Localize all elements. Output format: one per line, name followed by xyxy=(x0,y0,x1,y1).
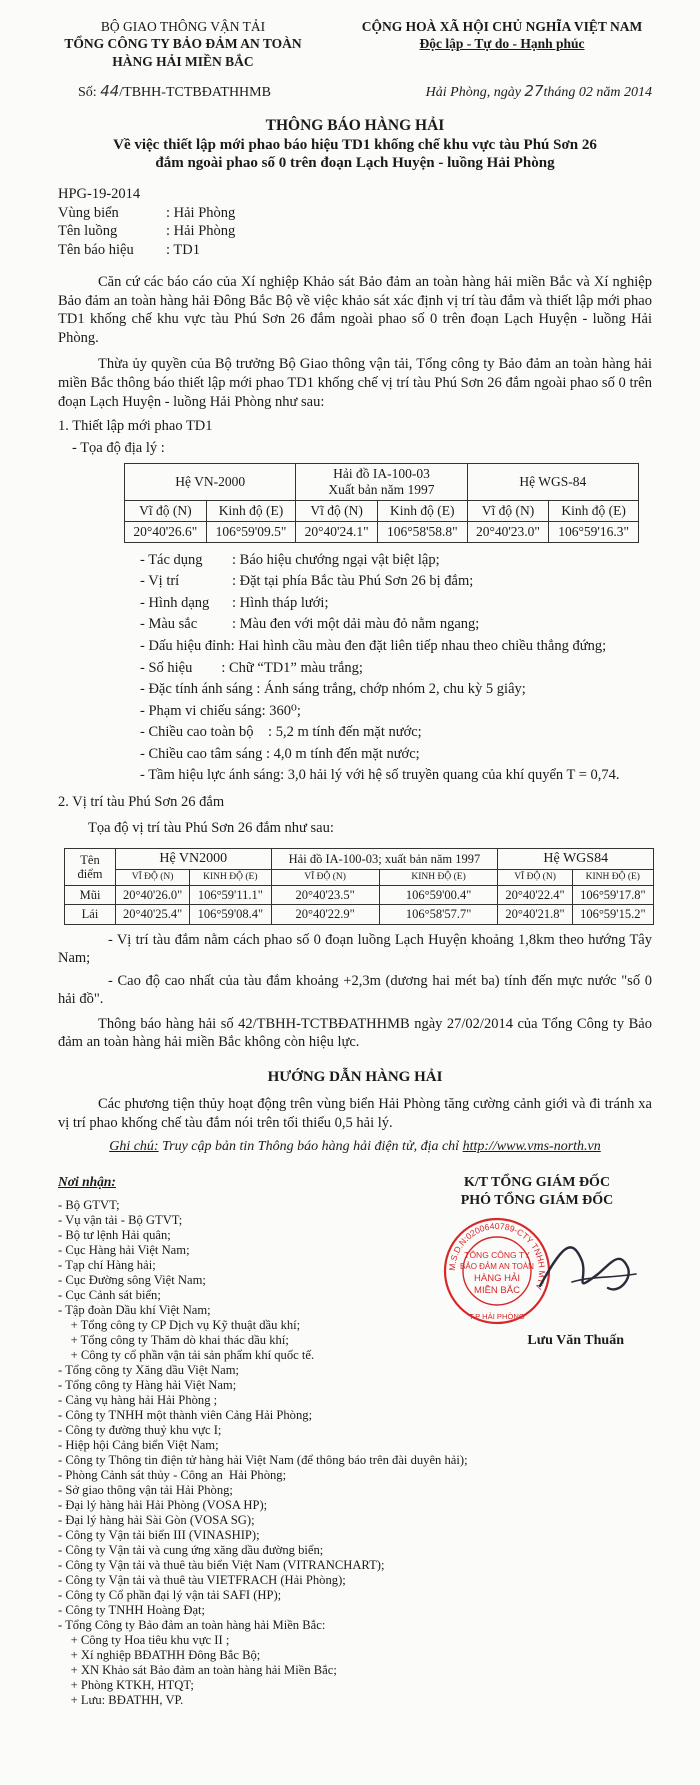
wreck-note-distance: - Vị trí tàu đắm nằm cách phao số 0 đoạn luồng Lạch Huyện khoảng 1,8km theo hướng Tây Nam; xyxy=(58,931,652,967)
chart-header-line2: Xuất bản năm 1997 xyxy=(328,482,435,498)
recipient-item: - Công ty Thông tin điện tử hàng hải Việt Nam (để thông báo trên đài duyên hải); xyxy=(58,1452,468,1467)
lon-header: KINH ĐỘ (E) xyxy=(379,870,498,886)
recipient-item: - Tổng công ty Hàng hải Việt Nam; xyxy=(58,1378,237,1393)
table-header-chart xyxy=(296,464,467,501)
handwritten-signature-icon xyxy=(540,1247,629,1289)
lat-header: VĨ ĐỘ (N) xyxy=(271,870,379,886)
property-row: - Số hiệu : Chữ “TD1” màu trắng; xyxy=(140,659,363,676)
number-handwritten: 44 xyxy=(100,81,120,100)
recipient-item: - Tổng công ty Xăng dầu Việt Nam; xyxy=(58,1363,240,1378)
recipient-item: + Công ty cổ phần vận tải sản phẩm khí quốc tế. xyxy=(58,1348,315,1363)
table-cell: 106°59'15.2" xyxy=(572,905,653,924)
note-text: Truy cập bản tin Thông báo hàng hải điện tử, địa chỉ xyxy=(162,1139,460,1155)
point-name-header: Tên điểm xyxy=(65,848,116,885)
meta-key: Tên luồng xyxy=(58,223,118,240)
recipient-item: - Bộ GTVT; xyxy=(58,1198,120,1213)
coordinate-label: - Tọa độ địa lý : xyxy=(72,439,165,456)
recipient-item: - Công ty Cổ phần đại lý vận tải SAFI (HP); xyxy=(58,1587,282,1602)
notice-meta xyxy=(58,185,652,259)
property-row xyxy=(140,572,652,591)
property-row xyxy=(140,594,652,613)
property-row xyxy=(140,615,652,634)
table-cell: 20°40'23.0" xyxy=(467,521,549,542)
number-prefix: Số: xyxy=(78,84,97,100)
table-cell: 106°59'08.4" xyxy=(190,905,271,924)
table-subheader-row xyxy=(125,500,639,521)
recipient-item: - Công ty Vận tải và thuê tàu biển Việt Nam (VITRANCHART); xyxy=(58,1557,385,1572)
table-cell: 20°40'23.5" xyxy=(271,885,379,904)
property-key: - Tác dụng xyxy=(140,551,203,568)
meta-row xyxy=(58,222,652,241)
point-name: Mũi xyxy=(65,885,116,904)
document-header xyxy=(58,18,652,70)
recipient-item: + Công ty Hoa tiêu khu vực II ; xyxy=(58,1632,230,1647)
note-label: Ghi chú: xyxy=(109,1139,159,1155)
recipient-item: + Tổng công ty Thăm dò khai thác dầu khí; xyxy=(58,1333,289,1348)
table-subheader-row xyxy=(65,870,654,886)
notice-code: HPG-19-2014 xyxy=(58,186,141,203)
table-row xyxy=(65,885,654,904)
table-header-chart: Hải đồ IA-100-03; xuất bản năm 1997 xyxy=(271,848,498,869)
recipient-item: - Cục Cảnh sát biển; xyxy=(58,1288,161,1303)
recipient-item: - Bộ tư lệnh Hải quân; xyxy=(58,1228,171,1243)
meta-key: Vùng biển xyxy=(58,204,119,221)
number-suffix: /TBHH-TCTBĐATHHMB xyxy=(119,84,271,100)
national-block xyxy=(352,18,652,70)
property-row: - Dấu hiệu đỉnh: Hai hình cầu màu đen đặt liên tiếp nhau theo chiều thẳng đứng; xyxy=(140,638,607,655)
notice-subtitle-line2: đắm ngoài phao số 0 trên đoạn Lạch Huyện - luồng Hải Phòng xyxy=(155,155,555,172)
signature-block xyxy=(422,1174,652,1350)
guidance-title: HƯỚNG DẪN HÀNG HẢI xyxy=(267,1068,443,1085)
seal-center-line2: BẢO ĐẢM AN TOÀN xyxy=(460,1261,534,1271)
table-header-vn2000: Hệ VN2000 xyxy=(116,848,272,869)
table-cell: 20°40'26.6" xyxy=(125,521,207,542)
recipient-item: - Công ty Vận tải biển III (VINASHIP); xyxy=(58,1527,260,1542)
recipient-item: - Tổng Công ty Bảo đảm an toàn hàng hải Miền Bắc: xyxy=(58,1617,326,1632)
recipient-item: + XN Khảo sát Bảo đảm an toàn hàng hải Miền Bắc; xyxy=(58,1662,337,1677)
table-cell: 106°59'16.3" xyxy=(549,521,639,542)
official-seal xyxy=(422,1216,652,1326)
meta-value: : TD1 xyxy=(166,241,200,258)
number-date-line xyxy=(58,82,652,102)
recipient-item: - Đại lý hàng hải Sài Gòn (VOSA SG); xyxy=(58,1512,255,1527)
signer-name: Lưu Văn Thuấn xyxy=(527,1332,624,1348)
recipient-item: - Đại lý hàng hải Hải Phòng (VOSA HP); xyxy=(58,1497,268,1512)
note-url-link[interactable]: http://www.vms-north.vn xyxy=(462,1139,601,1155)
seal-ring-text: M.S.D.N:0200640789-CTY TNHH MTV xyxy=(446,1220,548,1291)
lon-header: Kinh độ (E) xyxy=(549,500,639,521)
recipient-item: - Hiệp hội Cảng biển Việt Nam; xyxy=(58,1437,219,1452)
document-number xyxy=(78,82,271,102)
table-header-row xyxy=(125,464,639,501)
wreck-note-height: - Cao độ cao nhất của tàu đắm khoảng +2,3m (dương hai mét ba) tính đến mực nước "số 0 hải đồ". xyxy=(58,972,652,1008)
section-2-intro: Tọa độ vị trí tàu Phú Sơn 26 đắm như sau: xyxy=(88,820,334,837)
seal-center-line1: TỔNG CÔNG TY xyxy=(464,1249,530,1260)
property-key: - Vị trí xyxy=(140,573,180,590)
recipient-item: - Công ty TNHH một thành viên Cảng Hải Phòng; xyxy=(58,1408,313,1423)
property-row xyxy=(140,551,652,570)
property-value: : Báo hiệu chướng ngại vật biệt lập; xyxy=(232,551,440,568)
section-1-heading: 1. Thiết lập mới phao TD1 xyxy=(58,418,213,435)
notice-title: THÔNG BÁO HÀNG HẢI xyxy=(265,116,445,134)
seal-stamp-icon xyxy=(422,1216,652,1326)
table-header-wgs84: Hệ WGS84 xyxy=(498,848,654,869)
property-key: - Màu sắc xyxy=(140,616,198,633)
recipient-item: + Lưu: BĐATHH, VP. xyxy=(58,1692,184,1707)
electronic-note xyxy=(58,1138,652,1156)
buoy-coordinate-table xyxy=(124,463,639,543)
seal-bottom-text: T.P HẢI PHÒNG xyxy=(469,1311,525,1321)
table-cell: 20°40'22.9" xyxy=(271,905,379,924)
meta-key: Tên báo hiệu xyxy=(58,241,134,258)
republic-name: CỘNG HOÀ XÃ HỘI CHỦ NGHĨA VIỆT NAM xyxy=(361,19,643,34)
table-header-row xyxy=(65,848,654,869)
recipient-item: - Cục Hàng hải Việt Nam; xyxy=(58,1243,190,1258)
paragraph-basis: Căn cứ các báo cáo của Xí nghiệp Khảo sát Bảo đảm an toàn hàng hải miền Bắc và Xí nghiệp Bảo đảm an toàn hàng hải Đông Bắc Bộ về việc khảo sát xác định vị trí tàu đắm và thiết lập mới phao TD1 khống chế khu vực tàu Phú Sơn 26 đắm ngoài phao số 0 trên đoạn Lạch Huyện - luồng Hải Phòng. xyxy=(58,274,652,346)
property-value: : Màu đen với một dải màu đỏ nằm ngang; xyxy=(232,616,480,633)
table-cell: 106°58'58.8" xyxy=(377,521,467,542)
recipient-item: + Tổng công ty CP Dịch vụ Kỹ thuật dầu khí; xyxy=(58,1318,301,1333)
table-cell: 106°59'17.8" xyxy=(572,885,653,904)
section-2-heading: 2. Vị trí tàu Phú Sơn 26 đắm xyxy=(58,793,225,810)
ministry-name: BỘ GIAO THÔNG VẬN TẢI xyxy=(100,19,266,34)
recipient-item: - Công ty Vận tải và cung ứng xăng dầu đường biển; xyxy=(58,1542,324,1557)
point-name: Lái xyxy=(65,905,116,924)
property-value: : Hình tháp lưới; xyxy=(232,594,329,611)
lat-header: VĨ ĐỘ (N) xyxy=(116,870,190,886)
recipient-item: + Xí nghiệp BĐATHH Đông Bắc Bộ; xyxy=(58,1647,261,1662)
property-row: - Chiều cao toàn bộ : 5,2 m tính đến mặt nước; xyxy=(140,724,422,741)
signer-role-2: PHÓ TỔNG GIÁM ĐỐC xyxy=(460,1193,614,1209)
recipients-heading: Nơi nhận: xyxy=(58,1174,116,1190)
recipient-item: - Công ty đường thuỷ khu vực I; xyxy=(58,1423,222,1437)
recipient-item: - Công ty Vận tải và thuê tàu VIETFRACH (Hải Phòng); xyxy=(58,1572,346,1587)
meta-value: : Hải Phòng xyxy=(166,223,236,240)
recipient-item: - Cục Đường sông Việt Nam; xyxy=(58,1273,206,1288)
table-cell: 20°40'26.0" xyxy=(116,885,190,904)
lat-header: Vĩ độ (N) xyxy=(467,500,549,521)
seal-center-line3: HÀNG HẢI xyxy=(474,1272,520,1284)
table-row xyxy=(65,905,654,924)
property-row: - Tầm hiệu lực ánh sáng: 3,0 hải lý với hệ số truyền quang của khí quyển T = 0,74. xyxy=(140,767,620,784)
company-name-line2: HÀNG HẢI MIỀN BẮC xyxy=(112,53,254,69)
table-cell: 106°59'09.5" xyxy=(206,521,296,542)
lon-header: KINH ĐỘ (E) xyxy=(572,870,653,886)
guidance-text: Các phương tiện thủy hoạt động trên vùng biển Hải Phòng tăng cường cảnh giới và đi tránh xa vị trí phao khống chế tàu đắm nói trên tối thiểu 0,5 hải lý. xyxy=(58,1096,652,1131)
lon-header: Kinh độ (E) xyxy=(377,500,467,521)
issuer-block xyxy=(58,18,308,70)
chart-header-line1: Hải đồ IA-100-03 xyxy=(333,466,430,482)
wreck-coordinate-table xyxy=(64,848,654,925)
recipient-item: - Vụ vận tải - Bộ GTVT; xyxy=(58,1213,183,1228)
recipient-item: - Cảng vụ hàng hải Hải Phòng ; xyxy=(58,1393,218,1408)
property-row: - Chiều cao tâm sáng : 4,0 m tính đến mặt nước; xyxy=(140,745,420,762)
meta-row xyxy=(58,241,652,260)
recipient-item: - Công ty TNHH Hoàng Đạt; xyxy=(58,1602,206,1617)
table-cell: 20°40'25.4" xyxy=(116,905,190,924)
table-cell: 106°59'00.4" xyxy=(379,885,498,904)
national-motto: Độc lập - Tự do - Hạnh phúc xyxy=(419,36,585,52)
lat-header: Vĩ độ (N) xyxy=(296,500,378,521)
meta-value: : Hải Phòng xyxy=(166,204,236,221)
notice-subtitle-line1: Về việc thiết lập mới phao báo hiệu TD1 khống chế khu vực tàu Phú Sơn 26 xyxy=(113,136,597,153)
table-header-wgs84: Hệ WGS-84 xyxy=(467,464,638,501)
signer-role-1: K/T TỔNG GIÁM ĐỐC xyxy=(463,1175,611,1191)
paragraph-authorization: Thừa ủy quyền của Bộ trưởng Bộ Giao thông vận tải, Tổng công ty Bảo đảm an toàn hàng hải miền Bắc thông báo thiết lập mới phao TD1 khống chế vị trí tàu Phú Sơn 26 đắm ngoài phao số 0 trên đoạn Lạch Huyện - luồng Hải Phòng như sau: xyxy=(58,356,652,410)
lat-header: VĨ ĐỘ (N) xyxy=(498,870,572,886)
company-name-line1: TỔNG CÔNG TY BẢO ĐẢM AN TOÀN xyxy=(64,36,302,52)
lat-header: Vĩ độ (N) xyxy=(125,500,207,521)
date-suffix: tháng 02 năm 2014 xyxy=(543,84,652,100)
property-row: - Đặc tính ánh sáng : Ánh sáng trắng, chớp nhóm 2, chu kỳ 5 giây; xyxy=(140,681,526,698)
footer-section xyxy=(58,1174,652,1708)
recipient-item: - Tạp chí Hàng hải; xyxy=(58,1258,156,1273)
lon-header: KINH ĐỘ (E) xyxy=(190,870,271,886)
table-cell: 106°58'57.7" xyxy=(379,905,498,924)
date-prefix: Hải Phòng, ngày xyxy=(425,84,521,100)
meta-row xyxy=(58,204,652,223)
buoy-properties xyxy=(140,551,652,785)
table-row xyxy=(125,521,639,542)
property-key: - Hình dạng xyxy=(140,594,210,611)
paragraph-supersede: Thông báo hàng hải số 42/TBHH-TCTBĐATHHMB ngày 27/02/2014 của Tổng Công ty Bảo đảm an toàn hàng hải miền Bắc không còn hiệu lực. xyxy=(58,1015,652,1051)
property-value: : Đặt tại phía Bắc tàu Phú Sơn 26 bị đắm; xyxy=(232,573,474,590)
lon-header: Kinh độ (E) xyxy=(206,500,296,521)
recipient-item: - Tập đoàn Dầu khí Việt Nam; xyxy=(58,1303,211,1318)
table-cell: 20°40'24.1" xyxy=(296,521,378,542)
property-row: - Phạm vi chiếu sáng: 360⁰; xyxy=(140,702,301,719)
table-cell: 20°40'21.8" xyxy=(498,905,572,924)
table-header-vn2000: Hệ VN-2000 xyxy=(125,464,296,501)
date-day-handwritten: 27 xyxy=(524,81,544,100)
recipient-item: - Phòng Cảnh sát thủy - Công an Hải Phòng; xyxy=(58,1467,287,1482)
seal-center-line4: MIỀN BẮC xyxy=(474,1284,520,1296)
recipient-item: - Sở giao thông vận tải Hải Phòng; xyxy=(58,1482,233,1497)
recipient-item: + Phòng KTKH, HTQT; xyxy=(58,1677,194,1692)
table-cell: 20°40'22.4" xyxy=(498,885,572,904)
document-date xyxy=(426,82,652,102)
table-cell: 106°59'11.1" xyxy=(190,885,271,904)
